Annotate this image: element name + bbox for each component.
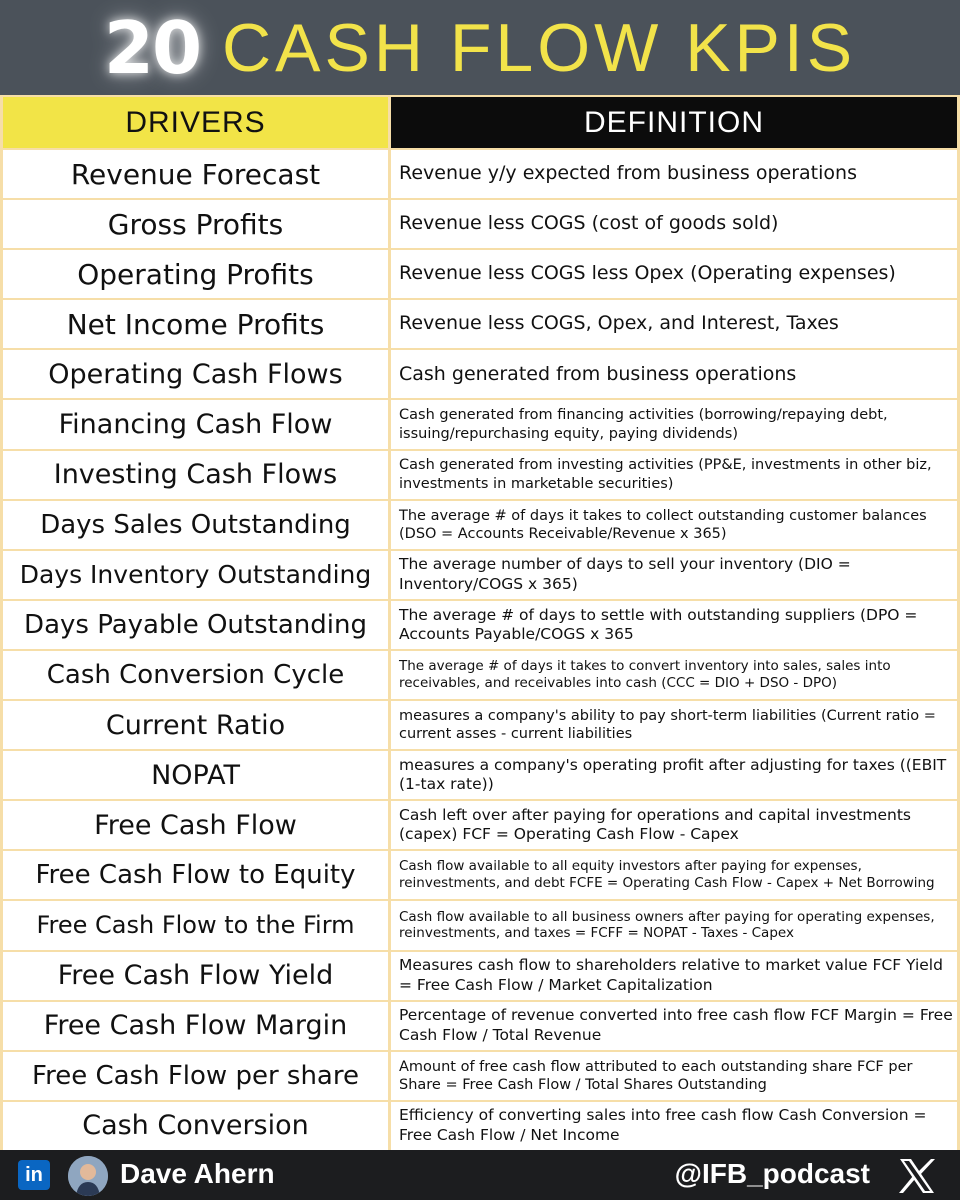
table-row [2, 499, 958, 549]
definition-cell: Cash left over after paying for operations and capital investments (capex) FCF = Operating Cash Flow - Capex [391, 801, 957, 849]
table-body [2, 148, 958, 1150]
table-row [2, 198, 958, 248]
definition-cell: Cash generated from financing activities (borrowing/repaying debt, issuing/repurchasing equity, paying dividends) [391, 400, 957, 448]
kpi-table [0, 95, 960, 1150]
driver-cell: Cash Conversion [3, 1102, 388, 1150]
driver-cell: Gross Profits [3, 200, 388, 248]
definition-cell: measures a company's operating profit after adjusting for taxes ((EBIT (1-tax rate)) [391, 751, 957, 799]
driver-cell: Days Sales Outstanding [3, 501, 388, 549]
driver-cell: NOPAT [3, 751, 388, 799]
driver-cell: Free Cash Flow Yield [3, 952, 388, 1000]
table-row [2, 950, 958, 1000]
table-row [2, 449, 958, 499]
definition-cell: Cash flow available to all equity investors after paying for expenses, reinvestments, and debt FCFE = Operating Cash Flow - Capex + Net Borrowing [391, 851, 957, 899]
definition-cell: Measures cash flow to shareholders relative to market value FCF Yield = Free Cash Flow / Market Capitalization [391, 952, 957, 1000]
table-row [2, 1050, 958, 1100]
definition-cell: Cash generated from business operations [391, 350, 957, 398]
definition-cell: measures a company's ability to pay short-term liabilities (Current ratio = current asses - current liabilities [391, 701, 957, 749]
driver-cell: Free Cash Flow to Equity [3, 851, 388, 899]
definition-cell: Amount of free cash flow attributed to each outstanding share FCF per Share = Free Cash Flow / Total Shares Outstanding [391, 1052, 957, 1100]
driver-cell: Operating Profits [3, 250, 388, 298]
table-row [2, 248, 958, 298]
driver-cell: Operating Cash Flows [3, 350, 388, 398]
driver-cell: Cash Conversion Cycle [3, 651, 388, 699]
definition-cell: Percentage of revenue converted into free cash flow FCF Margin = Free Cash Flow / Total Revenue [391, 1002, 957, 1050]
header [0, 0, 960, 95]
definition-cell: The average number of days to sell your inventory (DIO = Inventory/COGS x 365) [391, 551, 957, 599]
driver-cell: Days Payable Outstanding [3, 601, 388, 649]
table-row [2, 298, 958, 348]
table-row [2, 749, 958, 799]
definition-cell: The average # of days to settle with outstanding suppliers (DPO = Accounts Payable/COGS x 365 [391, 601, 957, 649]
definition-cell: The average # of days it takes to collect outstanding customer balances (DSO = Accounts Receivable/Revenue x 365) [391, 501, 957, 549]
definition-column-header: DEFINITION [391, 97, 957, 148]
footer [0, 1150, 960, 1200]
table-row [2, 348, 958, 398]
table-row [2, 398, 958, 448]
driver-cell: Free Cash Flow [3, 801, 388, 849]
podcast-handle[interactable]: @IFB_podcast [674, 1158, 870, 1189]
driver-cell: Revenue Forecast [3, 150, 388, 198]
drivers-column-header: DRIVERS [3, 97, 388, 148]
definition-cell: Revenue less COGS, Opex, and Interest, Taxes [391, 300, 957, 348]
table-row [2, 849, 958, 899]
driver-cell: Investing Cash Flows [3, 451, 388, 499]
driver-cell: Days Inventory Outstanding [3, 551, 388, 599]
table-header-row [2, 96, 958, 148]
driver-cell: Current Ratio [3, 701, 388, 749]
driver-cell: Free Cash Flow per share [3, 1052, 388, 1100]
driver-cell: Free Cash Flow to the Firm [3, 901, 388, 949]
definition-cell: Revenue less COGS less Opex (Operating expenses) [391, 250, 957, 298]
linkedin-icon[interactable]: in [18, 1160, 50, 1190]
definition-cell: Cash flow available to all business owners after paying for operating expenses, reinvestments, and taxes = FCFF = NOPAT - Taxes - Capex [391, 901, 957, 949]
table-row [2, 799, 958, 849]
table-row [2, 649, 958, 699]
header-title: CASH FLOW KPIS [222, 9, 857, 86]
table-row [2, 599, 958, 649]
x-logo-icon[interactable] [896, 1156, 938, 1196]
driver-cell: Free Cash Flow Margin [3, 1002, 388, 1050]
table-row [2, 1000, 958, 1050]
avatar [68, 1156, 108, 1196]
definition-cell: Efficiency of converting sales into free cash flow Cash Conversion = Free Cash Flow / Net Income [391, 1102, 957, 1150]
author-name: Dave Ahern [120, 1158, 275, 1189]
definition-cell: Revenue less COGS (cost of goods sold) [391, 200, 957, 248]
table-row [2, 1100, 958, 1150]
driver-cell: Financing Cash Flow [3, 400, 388, 448]
table-row [2, 549, 958, 599]
table-row [2, 148, 958, 198]
driver-cell: Net Income Profits [3, 300, 388, 348]
header-number: 20 [103, 5, 201, 90]
table-row [2, 899, 958, 949]
definition-cell: The average # of days it takes to convert inventory into sales, sales into receivables, and receivables into cash (CCC = DIO + DSO - DPO) [391, 651, 957, 699]
definition-cell: Cash generated from investing activities (PP&E, investments in other biz, investments in marketable securities) [391, 451, 957, 499]
table-row [2, 699, 958, 749]
definition-cell: Revenue y/y expected from business operations [391, 150, 957, 198]
